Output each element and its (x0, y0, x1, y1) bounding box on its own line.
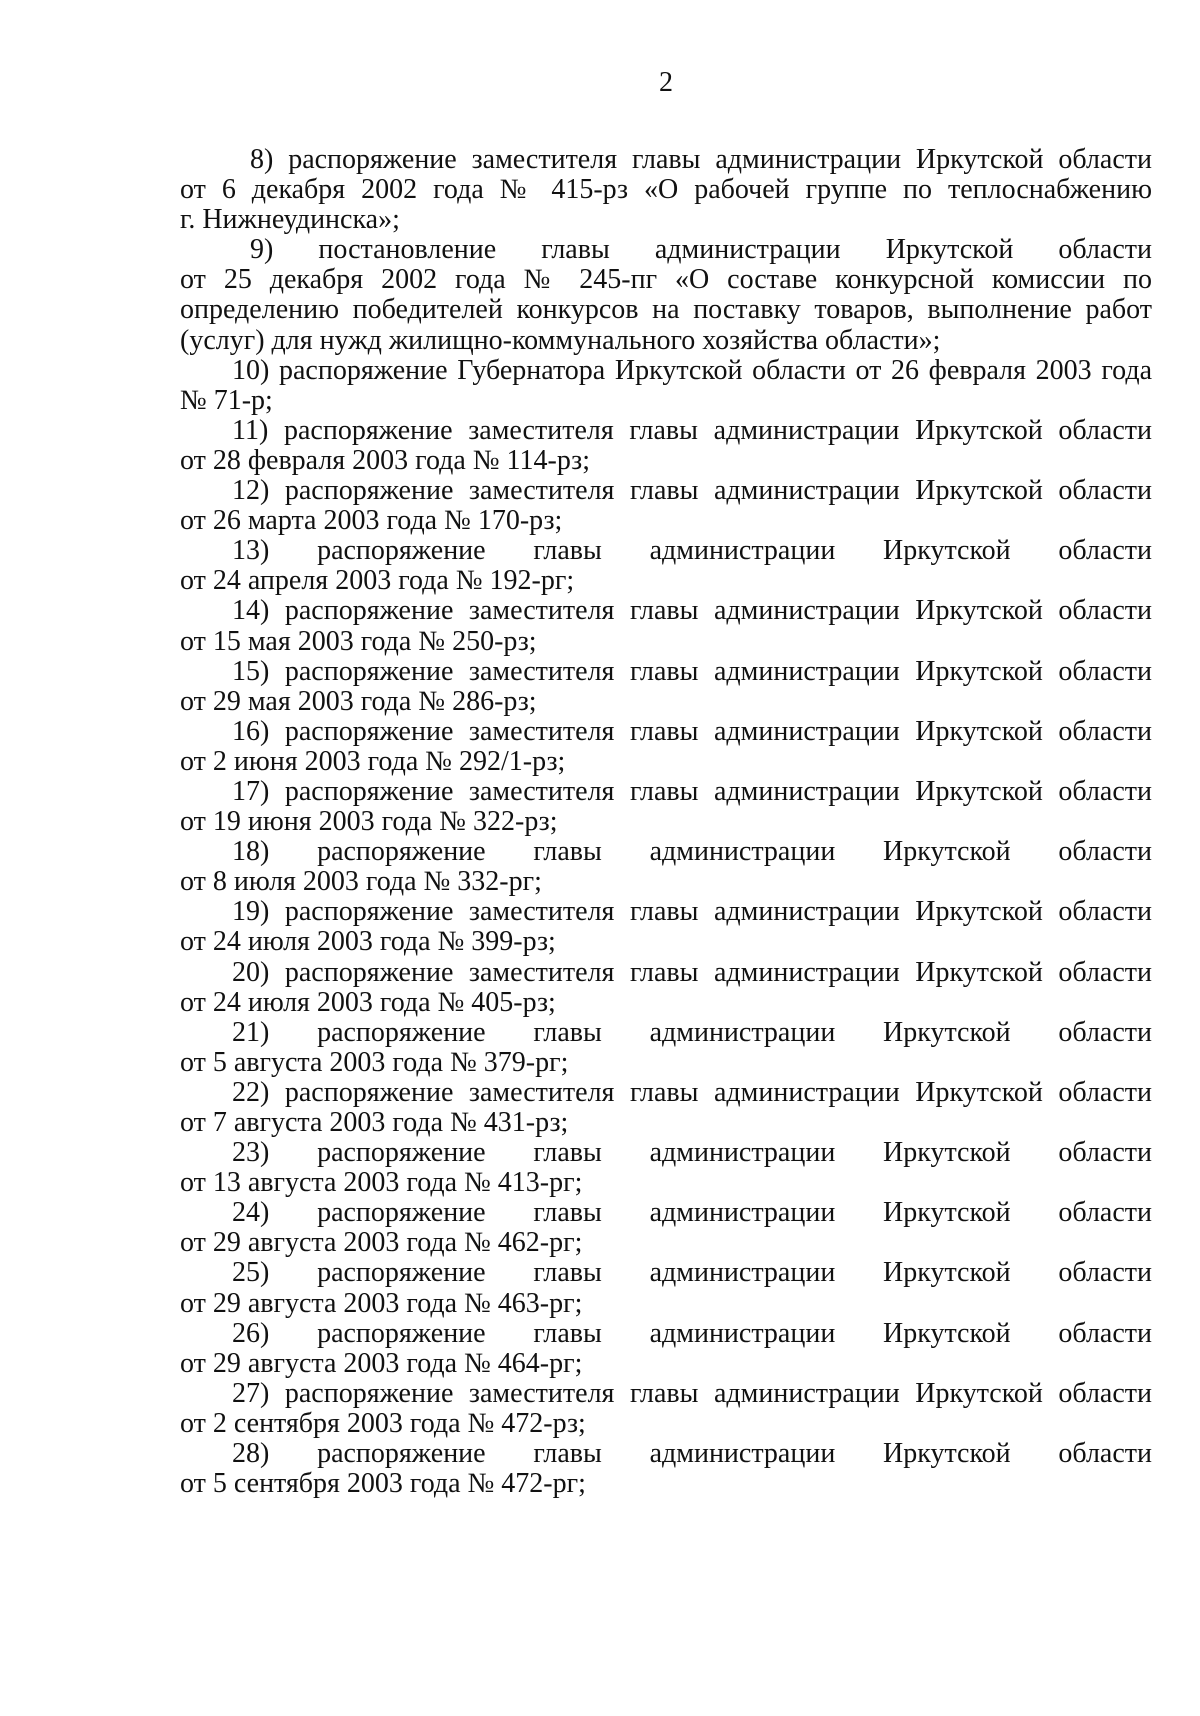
list-item-text-line: 14) распоряжение заместителя главы администрации Иркутской области (232, 595, 1152, 627)
list-item (180, 1078, 1152, 1138)
list-item-text-line: от 29 августа 2003 года № 464-рг; (180, 1347, 583, 1379)
list-item-text-line: от 5 сентября 2003 года № 472-рг; (180, 1468, 586, 1500)
list-item-text-line: от 2 июня 2003 года № 292/1-рз; (180, 745, 566, 777)
list-item-text-line: от 13 августа 2003 года № 413-рг; (180, 1167, 583, 1199)
list-item (180, 1379, 1152, 1439)
list-item-text-line: 26) распоряжение главы администрации Иркутской области (232, 1317, 1152, 1349)
list-item-text-line: 21) распоряжение главы администрации Иркутской области (232, 1016, 1152, 1048)
list-item (180, 1018, 1152, 1078)
list-item-text-line: 11) распоряжение заместителя главы администрации Иркутской области (232, 414, 1152, 446)
list-item (180, 145, 1152, 235)
list-item-text-line: 23) распоряжение главы администрации Иркутской области (232, 1137, 1152, 1169)
list-item (180, 235, 1152, 355)
list-item-text-line: г. Нижнеудинска»; (180, 204, 400, 236)
list-item-text-line: от 2 сентября 2003 года № 472-рз; (180, 1407, 586, 1439)
list-item-text-line: от 29 августа 2003 года № 463-рг; (180, 1287, 583, 1319)
list-item-text-line: 27) распоряжение заместителя главы администрации Иркутской области (232, 1377, 1152, 1409)
list-item (180, 717, 1152, 777)
list-item-text-line: от 19 июня 2003 года № 322-рз; (180, 806, 558, 838)
list-item-text-line: от 15 мая 2003 года № 250-рз; (180, 625, 537, 657)
list-item (180, 1138, 1152, 1198)
list-item-text-line: от 7 августа 2003 года № 431-рз; (180, 1107, 569, 1138)
list-item-text-line: от 28 февраля 2003 года № 114-рз; (180, 444, 591, 476)
list-item-text-line: от 24 июля 2003 года № 405-рз; (180, 986, 556, 1018)
list-item-text-line: 13) распоряжение главы администрации Иркутской области (232, 535, 1152, 567)
list-item (180, 958, 1152, 1018)
list-item-text-line: 18) распоряжение главы администрации Иркутской области (232, 836, 1152, 868)
document-body (180, 145, 1152, 1499)
list-item (180, 1439, 1152, 1499)
list-item-text-line: от 6 декабря 2002 года № 415-рз «О рабочей группе по теплоснабжению (180, 174, 1152, 206)
list-item-text-line: 8) распоряжение заместителя главы администрации Иркутской области (250, 144, 1152, 175)
list-item-text-line: 20) распоряжение заместителя главы администрации Иркутской области (232, 956, 1152, 988)
list-item-text-line: 15) распоряжение заместителя главы администрации Иркутской области (232, 655, 1152, 687)
list-item (180, 476, 1152, 536)
list-item-text-line: 25) распоряжение главы администрации Иркутской области (232, 1257, 1152, 1289)
list-item (180, 1319, 1152, 1379)
list-item-text-line: 9) постановление главы администрации Иркутской области (250, 234, 1152, 266)
list-item-text-line: 22) распоряжение заместителя главы администрации Иркутской области (232, 1076, 1152, 1108)
list-item-text-line: 17) распоряжение заместителя главы администрации Иркутской области (232, 775, 1152, 807)
list-item (180, 356, 1152, 416)
list-item-text-line: (услуг) для нужд жилищно-коммунального хозяйства области»; (180, 324, 941, 356)
list-item-text-line: от 26 марта 2003 года № 170-рз; (180, 505, 563, 537)
list-item-text-line: № 71-р; (180, 384, 273, 416)
list-item (180, 777, 1152, 837)
page-number: 2 (659, 67, 673, 98)
list-item-text-line: от 24 апреля 2003 года № 192-рг; (180, 565, 575, 597)
list-item-text-line: 24) распоряжение главы администрации Иркутской области (232, 1197, 1152, 1229)
list-item-text-line: от 25 декабря 2002 года № 245-пг «О составе конкурсной комиссии по (180, 264, 1152, 296)
list-item-text-line: от 29 мая 2003 года № 286-рз; (180, 685, 537, 717)
list-item-text-line: определению победителей конкурсов на поставку товаров, выполнение работ (180, 294, 1152, 326)
list-item-text-line: от 8 июля 2003 года № 332-рг; (180, 866, 542, 898)
list-item (180, 897, 1152, 957)
list-item-text-line: от 24 июля 2003 года № 399-рз; (180, 926, 556, 958)
list-item-text-line: 19) распоряжение заместителя главы администрации Иркутской области (232, 896, 1152, 928)
list-item-text-line: 16) распоряжение заместителя главы администрации Иркутской области (232, 715, 1152, 747)
list-item (180, 837, 1152, 897)
list-item (180, 416, 1152, 476)
list-item (180, 596, 1152, 656)
list-item (180, 1198, 1152, 1258)
list-item-text-line: от 29 августа 2003 года № 462-рг; (180, 1227, 583, 1259)
list-item-text-line: 12) распоряжение заместителя главы администрации Иркутской области (232, 475, 1152, 507)
list-item-text-line: от 5 августа 2003 года № 379-рг; (180, 1046, 569, 1078)
list-item-text-line: 10) распоряжение Губернатора Иркутской области от 26 февраля 2003 года (232, 354, 1152, 386)
list-item (180, 536, 1152, 596)
list-item-text-line: 28) распоряжение главы администрации Иркутской области (232, 1438, 1152, 1470)
list-item (180, 657, 1152, 717)
list-item (180, 1258, 1152, 1318)
